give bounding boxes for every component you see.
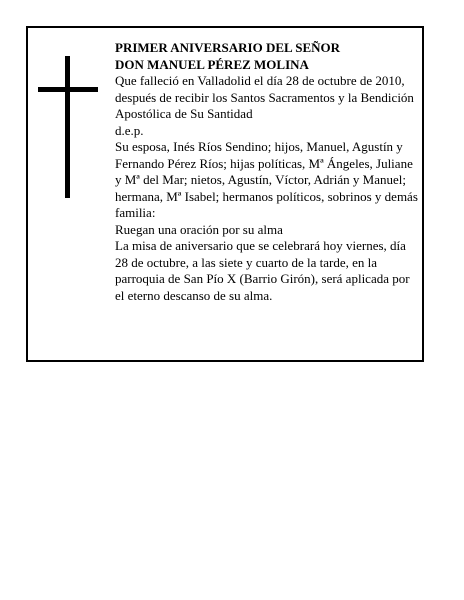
notice-title-line-2: DON MANUEL PÉREZ MOLINA	[115, 56, 309, 72]
death-info: Que falleció en Valladolid el día 28 de octubre de 2010, después de recibir los Santos Sacramentos y la Bendición Apostólica de Su Santidad	[115, 73, 414, 121]
family-list: Su esposa, Inés Ríos Sendino; hijos, Manuel, Agustín y Fernando Pérez Ríos; hijas políticas, Mª Ángeles, Juliane y Mª del Mar; nietos, Agustín, Víctor, Adrián y Manuel; hermana, Mª Isabel; hermanos políticos, sobrinos y demás familia:	[115, 139, 418, 220]
notice-title-line-1: PRIMER ANIVERSARIO DEL SEÑOR	[115, 40, 341, 55]
mass-info: La misa de aniversario que se celebrará hoy viernes, día 28 de octubre, a las siete y cuarto de la tarde, en la parroquia de San Pío X (Barrio Girón), será aplicada por el eterno descanso de su alma.	[115, 238, 410, 303]
notice-body	[115, 40, 421, 304]
cross-vertical-bar	[65, 56, 70, 198]
cross-horizontal-bar	[38, 87, 98, 92]
rip-abbreviation: d.e.p.	[115, 122, 144, 138]
cross-icon	[38, 56, 98, 198]
prayer-request: Ruegan una oración por su alma	[115, 221, 283, 237]
obituary-notice	[26, 26, 424, 362]
